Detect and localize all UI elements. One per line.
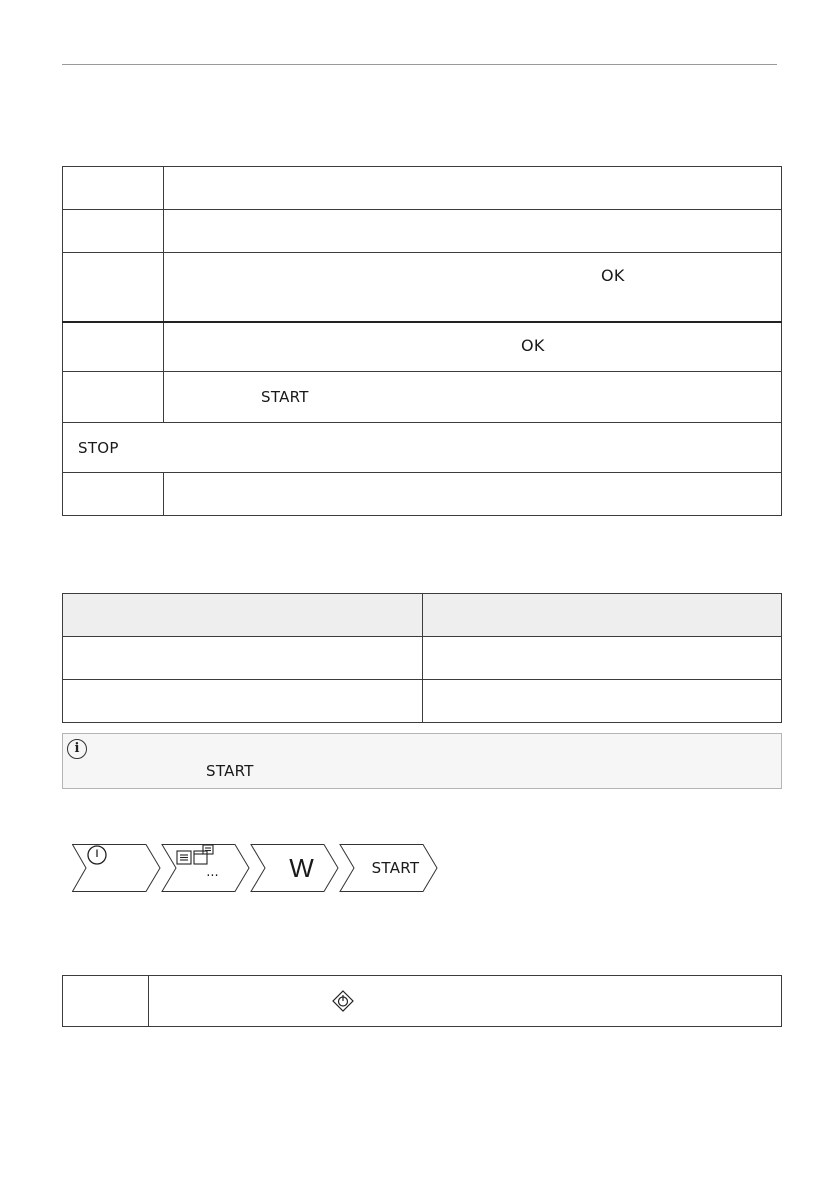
- table-cell: [423, 637, 782, 680]
- table-row: [63, 637, 782, 680]
- table-row: [63, 372, 782, 423]
- step-number-cell: [63, 372, 164, 423]
- sequence-step-power: [86, 844, 160, 892]
- ok-label: OK: [521, 335, 545, 355]
- info-icon: i: [67, 739, 87, 759]
- step-text-cell: [164, 372, 782, 423]
- sequence-step-start: START: [371, 859, 420, 877]
- start-label: START: [206, 762, 254, 780]
- step-number-cell: [63, 253, 164, 322]
- table-header-row: [63, 594, 782, 637]
- step-number-cell: [63, 473, 164, 516]
- table-row: [63, 473, 782, 516]
- operation-sequence: [72, 844, 438, 892]
- start-diamond-icon: [332, 990, 354, 1012]
- step-number-cell: [63, 322, 164, 372]
- step-text-cell: [164, 167, 782, 210]
- table-row: [63, 167, 782, 210]
- oven-functions-icon: [176, 844, 216, 868]
- table-row: [63, 210, 782, 253]
- table-row: [63, 976, 782, 1027]
- table-cell: [63, 637, 423, 680]
- stop-row-cell: [63, 423, 782, 473]
- top-rule: [62, 64, 777, 65]
- ok-label: OK: [601, 266, 625, 285]
- table-cell: [63, 680, 423, 723]
- table-row: [63, 423, 782, 473]
- step-text-cell: [164, 322, 782, 372]
- start-label: START: [261, 388, 309, 406]
- step-number-cell: [63, 167, 164, 210]
- sequence-step-w: W: [289, 852, 314, 883]
- column-header: [63, 594, 423, 637]
- more-ellipsis: ...: [206, 864, 219, 880]
- step-text-cell: [164, 473, 782, 516]
- sequence-step-functions: [176, 844, 249, 892]
- table-row: [63, 253, 782, 322]
- info-note: [62, 733, 782, 789]
- stop-label: STOP: [78, 439, 119, 457]
- table-cell: [423, 680, 782, 723]
- comparison-table: [62, 593, 782, 723]
- step-text-cell: [164, 253, 782, 322]
- table-row: [63, 680, 782, 723]
- power-icon: [86, 844, 108, 866]
- table-row: [63, 322, 782, 372]
- step-number-cell: [63, 210, 164, 253]
- step-text-cell: [164, 210, 782, 253]
- step-number-cell: [63, 976, 149, 1027]
- step-text-cell: [149, 976, 782, 1027]
- final-step-table: [62, 975, 782, 1027]
- steps-table: [62, 166, 782, 516]
- column-header: [423, 594, 782, 637]
